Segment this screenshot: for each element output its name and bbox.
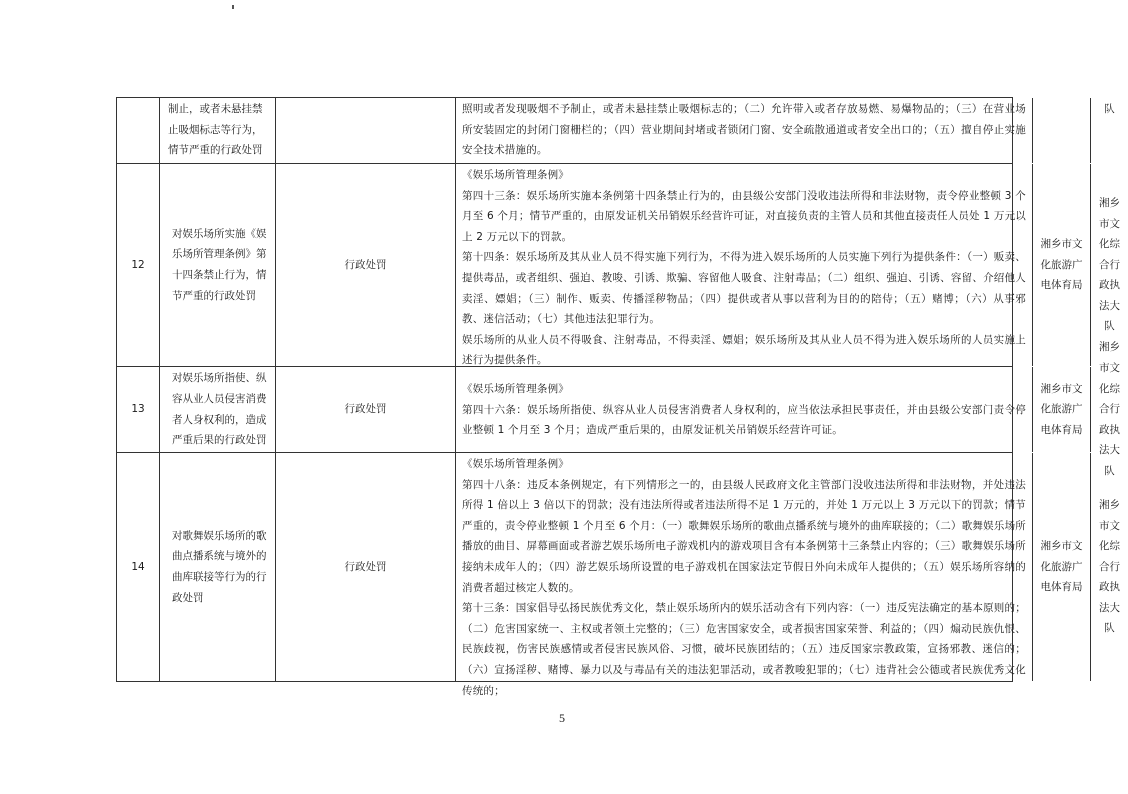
basis-paragraph: 第十四条：娱乐场所及其从业人员不得实施下列行为，不得为进入娱乐场所的人员实施下列行为提供条件：（一）贩卖、提供毒品，或者组织、强迫、教唆、引诱、欺骗、容留他人吸食、注射毒品；（二）组织、强迫、引诱、容留、介绍他人卖淫、嫖娼；（三）制作、贩卖、传播淫秽物品；（四）提供或者从事以营利为目的的陪侍；（五）赌博；（六）从事邪教、迷信活动；（七）其他违法犯罪行为。 — [462, 251, 1026, 326]
category-text: 行政处罚 — [344, 258, 387, 271]
row-number-cell — [117, 164, 159, 366]
basis-cell — [455, 98, 1032, 163]
basis-paragraph: 《娱乐场所管理条例》 — [462, 169, 569, 181]
category-text: 行政处罚 — [344, 403, 387, 416]
page-number: 5 — [559, 711, 565, 725]
category-cell — [275, 98, 455, 163]
unit-text: 湘乡市文化综合行政执法大队 — [1099, 341, 1120, 477]
table-row — [117, 452, 1120, 697]
row-number-cell — [117, 453, 159, 681]
basis-paragraph: 照明或者发现吸烟不予制止，或者未悬挂禁止吸烟标志的；（二）允许带入或者存放易燃、易爆物品的；（三）在营业场所安装固定的封闭门窗栅栏的；（四）营业期间封堵或者锁闭门窗、安全疏散通道或者安全出口的；（五）擅自停止实施安全技术措施的。 — [462, 103, 1026, 157]
basis-paragraph: 《娱乐场所管理条例》 — [462, 383, 569, 396]
row-number: 12 — [131, 258, 145, 271]
unit-text: 湘乡市文化综合行政执法大队 — [1099, 498, 1120, 635]
department-cell — [1032, 98, 1090, 163]
matter-text: 对歌舞娱乐场所的歌曲点播系统与境外的曲库联接等行为的行政处罚 — [172, 529, 267, 604]
basis-cell — [455, 367, 1032, 452]
unit-cell — [1090, 341, 1128, 477]
department-cell — [1032, 453, 1090, 681]
basis-paragraph: 娱乐场所的从业人员不得吸食、注射毒品，不得卖淫、嫖娼；娱乐场所及其从业人员不得为进入娱乐场所的人员实施上述行为提供条件。 — [462, 333, 1026, 367]
category-cell — [275, 164, 455, 366]
table-row — [117, 98, 1115, 163]
row-number-cell — [117, 98, 159, 163]
basis-paragraph: 第四十八条：违反本条例规定，有下列情形之一的，由县级人民政府文化主管部门没收违法所得和非法财物，并处违法所得 1 倍以上 3 倍以下的罚款；没有违法所得或者违法所得不足 1 万元的，并处 1 万元以上 3 万元以下的罚款；情节严重的，责令停业整顿 1 个月至 6 个月：（一）歌舞娱乐场所的歌曲点播系统与境外的曲库联接的；（二）歌舞娱乐场所播放的曲目、屏幕画面或者游艺娱乐场所电子游戏机内的游戏项目含有本条例第十三条禁止内容的；（三）歌舞娱乐场所接纳未成年人的；（四）游艺娱乐场所设置的电子游戏机在国家法定节假日外向未成年人提供的；（五）娱乐场所容纳的消费者超过核定人数的。 — [462, 478, 1026, 594]
category-text: 行政处罚 — [344, 560, 387, 573]
unit-cell — [1090, 98, 1128, 163]
regulation-table — [116, 97, 1120, 697]
unit-cell — [1090, 453, 1128, 681]
department-cell — [1032, 367, 1090, 452]
department-cell — [1032, 164, 1090, 366]
department-text: 湘乡市文化旅游广电体育局 — [1040, 382, 1083, 436]
basis-paragraph: 第四十六条：娱乐场所指使、纵容从业人员侵害消费者人身权利的，应当依法承担民事责任，并由县级公安部门责令停业整顿 1 个月至 3 个月；造成严重后果的，由原发证机关吊销娱乐经营许可证。 — [462, 403, 1026, 437]
row-number: 14 — [131, 560, 145, 573]
basis-paragraph: 第十三条：国家倡导弘扬民族优秀文化，禁止娱乐场所内的娱乐活动含有下列内容：（一）违反宪法确定的基本原则的；（二）危害国家统一、主权或者领土完整的；（三）危害国家安全，或者损害国家荣誉、利益的；（四）煽动民族仇恨、民族歧视，伤害民族感情或者侵害民族风俗、习惯，破坏民族团结的；（五）违反国家宗教政策，宣扬邪教、迷信的；（六）宣扬淫秽、赌博、暴力以及与毒品有关的违法犯罪活动，或者教唆犯罪的；（七）违背社会公德或者民族优秀文化传统的； — [462, 602, 1026, 697]
scan-speck — [232, 5, 234, 9]
matter-cell — [159, 367, 275, 452]
matter-cell — [159, 453, 275, 681]
matter-cell — [159, 98, 275, 163]
matter-text: 制止，或者未悬挂禁止吸烟标志等行为，情节严重的行政处罚 — [168, 103, 263, 157]
matter-text: 对娱乐场所指使、纵容从业人员侵害消费者人身权利的，造成严重后果的行政处罚 — [172, 372, 267, 447]
unit-cell — [1090, 164, 1128, 366]
unit-text: 湘乡市文化综合行政执法大队 — [1099, 196, 1120, 333]
basis-cell — [455, 453, 1032, 697]
row-number: 13 — [131, 403, 145, 416]
basis-paragraph: 第四十三条：娱乐场所实施本条例第十四条禁止行为的，由县级公安部门没收违法所得和非法财物，责令停业整顿 3 个月至 6 个月；情节严重的，由原发证机关吊销娱乐经营许可证，对直接负责的主管人员和其他直接责任人员处 1 万元以上 2 万元以下的罚款。 — [462, 189, 1026, 243]
basis-cell — [455, 164, 1032, 366]
category-cell — [275, 453, 455, 681]
department-text: 湘乡市文化旅游广电体育局 — [1040, 238, 1083, 292]
basis-paragraph: 《娱乐场所管理条例》 — [462, 458, 569, 470]
department-text: 湘乡市文化旅游广电体育局 — [1040, 540, 1083, 594]
unit-text: 队 — [1104, 103, 1115, 115]
matter-text: 对娱乐场所实施《娱乐场所管理条例》第十四条禁止行为，情节严重的行政处罚 — [172, 227, 267, 302]
table-row — [117, 163, 1120, 367]
row-number-cell — [117, 367, 159, 452]
matter-cell — [159, 164, 275, 366]
category-cell — [275, 367, 455, 452]
